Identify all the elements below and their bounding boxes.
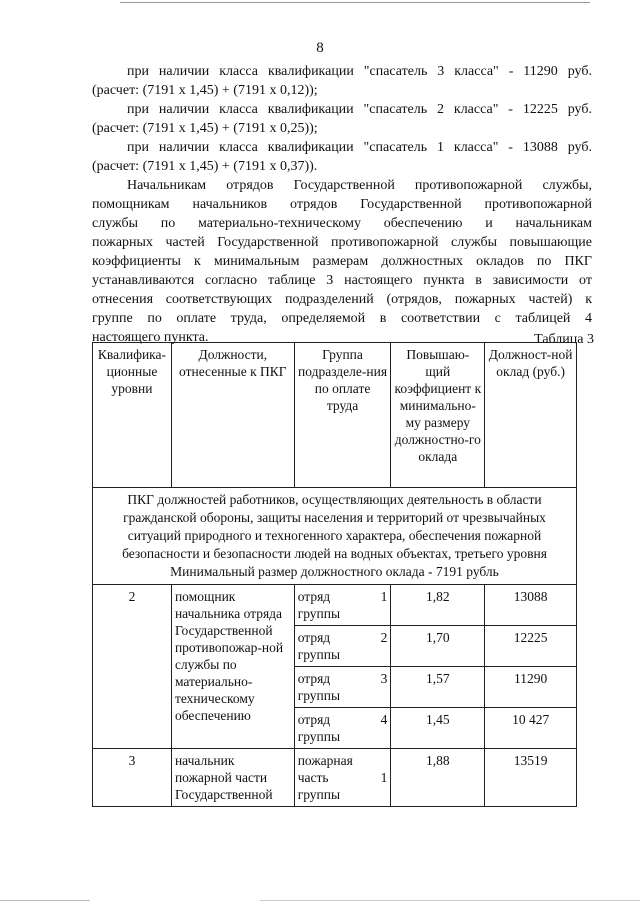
group-label: отряд xyxy=(297,589,331,604)
scan-bottom-edge xyxy=(0,900,90,901)
section-title xyxy=(93,488,577,585)
section-line: ПКГ должностей работников, осуществляющих деятельность в области xyxy=(127,492,542,507)
coefficient: 1,82 xyxy=(391,585,485,626)
text-line: при наличии класса квалификации "спасатель 2 класса" - 12225 руб. xyxy=(127,102,592,117)
header-coefficient: Повышаю-щий коэффициент к минимально-му размеру должностно-го оклада xyxy=(391,343,485,488)
group-label: отряд xyxy=(297,712,331,727)
group-suffix: группы xyxy=(297,647,341,662)
group-label: отряд xyxy=(297,630,331,645)
coefficient: 1,57 xyxy=(391,667,485,708)
section-row xyxy=(93,488,577,585)
header-salary: Должност-ной оклад (руб.) xyxy=(485,343,577,488)
salary: 10 427 xyxy=(485,708,577,749)
section-line: безопасности и безопасности людей на водных объектах, третьего уровня xyxy=(122,546,547,561)
text-line: пожарных частей Государственной противопожарной службы повышающие xyxy=(92,235,592,250)
table-row xyxy=(93,749,577,807)
text-line: помощникам начальников отрядов Государственной противопожарной xyxy=(92,197,592,212)
group-cell xyxy=(294,585,391,626)
text-line: отнесения соответствующих подразделений (отрядов, пожарных частей) к xyxy=(92,292,592,307)
scan-top-edge xyxy=(120,2,590,3)
group-cell xyxy=(294,626,391,667)
group-cell xyxy=(294,708,391,749)
group-number: 4 xyxy=(380,712,388,727)
group-cell xyxy=(294,749,391,807)
group-suffix: группы xyxy=(297,729,341,744)
qualification-level: 3 xyxy=(93,749,172,807)
text-line: (расчет: (7191 х 1,45) + (7191 х 0,37)). xyxy=(92,159,318,174)
header-group: Группа подразделе-ния по оплате труда xyxy=(294,343,391,488)
group-number: 3 xyxy=(380,671,388,686)
intro-text xyxy=(92,62,592,347)
table-caption: Таблица 3 xyxy=(534,332,594,347)
text-line: группе по оплате труда, определяемой в соответствии с таблицей 4 xyxy=(92,311,592,326)
salary: 13519 xyxy=(485,749,577,807)
text-line: настоящего пункта. xyxy=(92,330,209,345)
group-number: 2 xyxy=(380,630,388,645)
section-line: гражданской обороны, защиты населения и территорий от чрезвычайных xyxy=(123,510,546,525)
group-number: 1 xyxy=(380,589,388,604)
group-label-2: часть xyxy=(297,770,329,785)
text-line: службы по материально-техническому обеспечению и начальникам xyxy=(92,216,592,231)
group-number: 1 xyxy=(380,770,388,785)
text-line: Начальникам отрядов Государственной противопожарной службы, xyxy=(127,178,592,193)
text-line: (расчет: (7191 х 1,45) + (7191 х 0,12)); xyxy=(92,83,318,98)
salary: 11290 xyxy=(485,667,577,708)
text-line: устанавливаются согласно таблице 3 настоящего пункта в зависимости от xyxy=(92,273,592,288)
text-line: при наличии класса квалификации "спасатель 1 класса" - 13088 руб. xyxy=(127,140,592,155)
table-header-row xyxy=(93,343,577,488)
coefficient: 1,45 xyxy=(391,708,485,749)
header-levels: Квалифика-ционные уровни xyxy=(93,343,172,488)
group-suffix: группы xyxy=(297,688,341,703)
coefficient: 1,70 xyxy=(391,626,485,667)
position-name: начальник пожарной части Государственной xyxy=(171,749,294,807)
text-line: при наличии класса квалификации "спасатель 3 класса" - 11290 руб. xyxy=(127,64,592,79)
group-label: отряд xyxy=(297,671,331,686)
salary: 12225 xyxy=(485,626,577,667)
group-suffix: группы xyxy=(297,606,341,621)
page-number: 8 xyxy=(316,40,324,56)
scan-bottom-edge xyxy=(260,900,640,901)
section-line: ситуаций природного и техногенного характера, обеспечения пожарной xyxy=(127,528,542,543)
position-name: помощник начальника отряда Государственной противопожар-ной службы по материально-техническому обеспечению xyxy=(171,585,294,749)
text-line: (расчет: (7191 х 1,45) + (7191 х 0,25)); xyxy=(92,121,318,136)
group-suffix: группы xyxy=(297,787,341,802)
table-row xyxy=(93,585,577,626)
salary-table xyxy=(92,342,577,807)
group-cell xyxy=(294,667,391,708)
salary: 13088 xyxy=(485,585,577,626)
header-positions: Должности, отнесенные к ПКГ xyxy=(171,343,294,488)
section-line: Минимальный размер должностного оклада - 7191 рубль xyxy=(170,564,499,579)
coefficient: 1,88 xyxy=(391,749,485,807)
qualification-level: 2 xyxy=(93,585,172,749)
text-line: коэффициенты к минимальным размерам должностных окладов по ПКГ xyxy=(92,254,592,269)
group-label: пожарная xyxy=(297,753,353,768)
